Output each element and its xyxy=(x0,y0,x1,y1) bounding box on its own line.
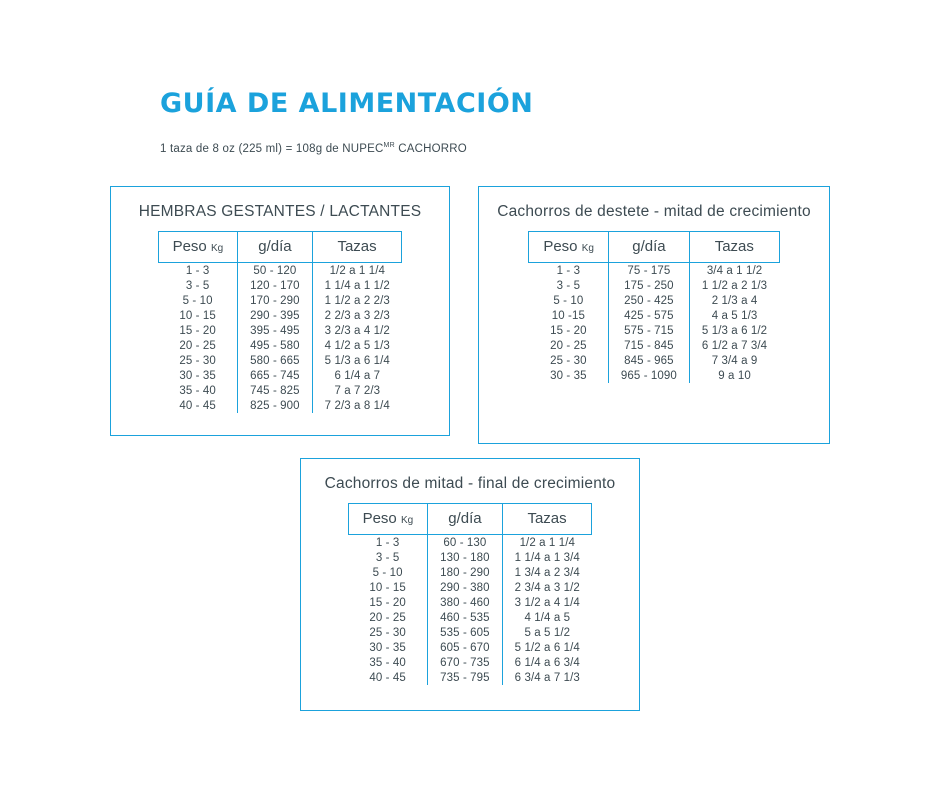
table-row xyxy=(158,263,402,279)
column-header-cups: Tazas xyxy=(502,504,592,535)
cell-cups: 3 2/3 a 4 1/2 xyxy=(324,324,390,337)
cell-cups: 5 1/3 a 6 1/2 xyxy=(701,324,768,337)
table-body xyxy=(529,263,779,384)
cell-grams: 120 - 170 xyxy=(238,278,313,293)
table-row xyxy=(158,383,402,398)
page-title: GUÍA DE ALIMENTACIÓN xyxy=(160,88,534,119)
table-title: HEMBRAS GESTANTES / LACTANTES xyxy=(138,203,422,220)
table-row xyxy=(348,655,592,670)
cell-weight: 25 - 30 xyxy=(369,626,406,639)
cell-weight: 1 - 3 xyxy=(375,536,400,549)
trademark-mark: MR xyxy=(383,142,395,149)
cell-cups: 7 2/3 a 8 1/4 xyxy=(324,399,390,412)
cell-cups: 6 1/4 a 6 3/4 xyxy=(514,656,580,669)
conversion-note-text: 1 taza de 8 oz (225 ml) = 108g de NUPEC xyxy=(160,142,384,155)
column-header-weight-label: Peso xyxy=(172,238,207,255)
table-row xyxy=(529,263,779,279)
table-header-row xyxy=(158,232,402,263)
conversion-note xyxy=(160,142,467,155)
cell-grams: 460 - 535 xyxy=(428,610,503,625)
cell-weight: 20 - 25 xyxy=(369,611,406,624)
cell-grams: 580 - 665 xyxy=(238,353,313,368)
cell-cups: 2 2/3 a 3 2/3 xyxy=(324,309,390,322)
table-row xyxy=(348,565,592,580)
cell-weight: 3 - 5 xyxy=(556,279,581,292)
table-row xyxy=(529,308,779,323)
table-row xyxy=(529,323,779,338)
column-header-weight xyxy=(348,504,428,535)
cell-grams: 425 - 575 xyxy=(608,308,689,323)
cell-weight: 15 - 20 xyxy=(369,596,406,609)
cell-weight: 5 - 10 xyxy=(553,294,584,307)
cell-cups: 5 1/2 a 6 1/4 xyxy=(514,641,580,654)
cell-weight: 10 - 15 xyxy=(369,581,406,594)
cell-weight: 30 - 35 xyxy=(550,369,587,382)
table-row xyxy=(348,640,592,655)
cell-cups: 3/4 a 1 1/2 xyxy=(706,264,763,277)
cell-grams: 50 - 120 xyxy=(238,263,313,279)
cell-grams: 845 - 965 xyxy=(608,353,689,368)
cell-weight: 30 - 35 xyxy=(369,641,406,654)
column-header-weight-unit: Kg xyxy=(210,243,224,254)
cell-weight: 10 - 15 xyxy=(179,309,216,322)
column-header-weight xyxy=(529,232,609,263)
cell-cups: 1 1/2 a 2 1/3 xyxy=(701,279,768,292)
feeding-table xyxy=(528,231,779,383)
table-row xyxy=(158,353,402,368)
cell-cups: 5 a 5 1/2 xyxy=(524,626,571,639)
cell-grams: 965 - 1090 xyxy=(608,368,689,383)
table-panel-pregnant-lactating xyxy=(110,186,450,436)
table-row xyxy=(158,338,402,353)
column-header-cups: Tazas xyxy=(312,232,402,263)
table-row xyxy=(348,550,592,565)
cell-cups: 1 1/2 a 2 2/3 xyxy=(324,294,390,307)
cell-grams: 665 - 745 xyxy=(238,368,313,383)
table-panel-weaning-to-half-growth xyxy=(478,186,830,444)
table-body xyxy=(158,263,402,414)
cell-grams: 290 - 395 xyxy=(238,308,313,323)
table-header-row xyxy=(348,504,592,535)
table-row xyxy=(529,353,779,368)
cell-weight: 20 - 25 xyxy=(179,339,216,352)
cell-cups: 9 a 10 xyxy=(718,369,751,382)
column-header-grams: g/día xyxy=(238,232,313,263)
cell-weight: 5 - 10 xyxy=(372,566,403,579)
table-row xyxy=(158,278,402,293)
cell-weight: 3 - 5 xyxy=(185,279,210,292)
cell-weight: 10 -15 xyxy=(551,309,585,322)
table-title: Cachorros de mitad - final de crecimiento xyxy=(324,475,616,492)
cell-weight: 5 - 10 xyxy=(182,294,213,307)
cell-weight: 25 - 30 xyxy=(179,354,216,367)
column-header-weight-unit: Kg xyxy=(400,515,414,526)
cell-grams: 535 - 605 xyxy=(428,625,503,640)
table-row xyxy=(529,368,779,383)
cell-grams: 735 - 795 xyxy=(428,670,503,685)
cell-weight: 40 - 45 xyxy=(179,399,216,412)
cell-grams: 60 - 130 xyxy=(428,535,503,551)
cell-grams: 170 - 290 xyxy=(238,293,313,308)
cell-grams: 130 - 180 xyxy=(428,550,503,565)
table-row xyxy=(158,398,402,413)
table-body xyxy=(348,535,592,686)
cell-grams: 395 - 495 xyxy=(238,323,313,338)
table-row xyxy=(348,670,592,685)
column-header-cups: Tazas xyxy=(689,232,779,263)
table-row xyxy=(158,308,402,323)
cell-cups: 6 3/4 a 7 1/3 xyxy=(514,671,580,684)
column-header-weight xyxy=(158,232,238,263)
cell-weight: 3 - 5 xyxy=(375,551,400,564)
table-row xyxy=(348,610,592,625)
cell-grams: 670 - 735 xyxy=(428,655,503,670)
table-row xyxy=(158,323,402,338)
cell-cups: 7 3/4 a 9 xyxy=(711,354,758,367)
cell-grams: 175 - 250 xyxy=(608,278,689,293)
cell-cups: 3 1/2 a 4 1/4 xyxy=(514,596,580,609)
cell-cups: 6 1/4 a 7 xyxy=(334,369,381,382)
table-row xyxy=(348,535,592,551)
cell-cups: 1/2 a 1 1/4 xyxy=(329,264,386,277)
column-header-weight-label: Peso xyxy=(362,510,397,527)
column-header-grams: g/día xyxy=(608,232,689,263)
cell-weight: 1 - 3 xyxy=(185,264,210,277)
cell-grams: 180 - 290 xyxy=(428,565,503,580)
cell-cups: 2 3/4 a 3 1/2 xyxy=(514,581,580,594)
cell-cups: 1 1/4 a 1 3/4 xyxy=(514,551,580,564)
cell-cups: 1 1/4 a 1 1/2 xyxy=(324,279,390,292)
cell-grams: 250 - 425 xyxy=(608,293,689,308)
column-header-weight-unit: Kg xyxy=(581,243,594,254)
table-row xyxy=(348,580,592,595)
cell-weight: 35 - 40 xyxy=(179,384,216,397)
cell-grams: 75 - 175 xyxy=(608,263,689,279)
cell-weight: 15 - 20 xyxy=(550,324,587,337)
table-row xyxy=(529,293,779,308)
cell-cups: 1 3/4 a 2 3/4 xyxy=(514,566,580,579)
cell-weight: 15 - 20 xyxy=(179,324,216,337)
column-header-grams: g/día xyxy=(428,504,503,535)
table-row xyxy=(158,293,402,308)
cell-cups: 4 a 5 1/3 xyxy=(711,309,758,322)
cell-grams: 825 - 900 xyxy=(238,398,313,413)
column-header-weight-label: Peso xyxy=(543,238,578,255)
cell-grams: 380 - 460 xyxy=(428,595,503,610)
cell-weight: 20 - 25 xyxy=(550,339,587,352)
cell-grams: 745 - 825 xyxy=(238,383,313,398)
cell-grams: 605 - 670 xyxy=(428,640,503,655)
cell-grams: 575 - 715 xyxy=(608,323,689,338)
cell-grams: 715 - 845 xyxy=(608,338,689,353)
table-row xyxy=(529,338,779,353)
cell-cups: 4 1/4 a 5 xyxy=(524,611,571,624)
table-header-row xyxy=(529,232,779,263)
conversion-note-suffix: CACHORRO xyxy=(394,142,467,155)
table-row xyxy=(158,368,402,383)
cell-cups: 4 1/2 a 5 1/3 xyxy=(324,339,390,352)
cell-weight: 30 - 35 xyxy=(179,369,216,382)
cell-cups: 1/2 a 1 1/4 xyxy=(519,536,576,549)
cell-weight: 1 - 3 xyxy=(556,264,581,277)
cell-grams: 495 - 580 xyxy=(238,338,313,353)
cell-cups: 5 1/3 a 6 1/4 xyxy=(324,354,390,367)
table-row xyxy=(348,595,592,610)
feeding-table xyxy=(158,231,403,413)
cell-cups: 7 a 7 2/3 xyxy=(334,384,381,397)
cell-weight: 40 - 45 xyxy=(369,671,406,684)
table-row xyxy=(348,625,592,640)
feeding-table xyxy=(348,503,593,685)
table-panel-half-to-final-growth xyxy=(300,458,640,711)
table-title: Cachorros de destete - mitad de crecimiento xyxy=(497,203,811,220)
table-row xyxy=(529,278,779,293)
cell-weight: 35 - 40 xyxy=(369,656,406,669)
cell-grams: 290 - 380 xyxy=(428,580,503,595)
cell-weight: 25 - 30 xyxy=(550,354,587,367)
cell-cups: 6 1/2 a 7 3/4 xyxy=(701,339,768,352)
cell-cups: 2 1/3 a 4 xyxy=(711,294,758,307)
